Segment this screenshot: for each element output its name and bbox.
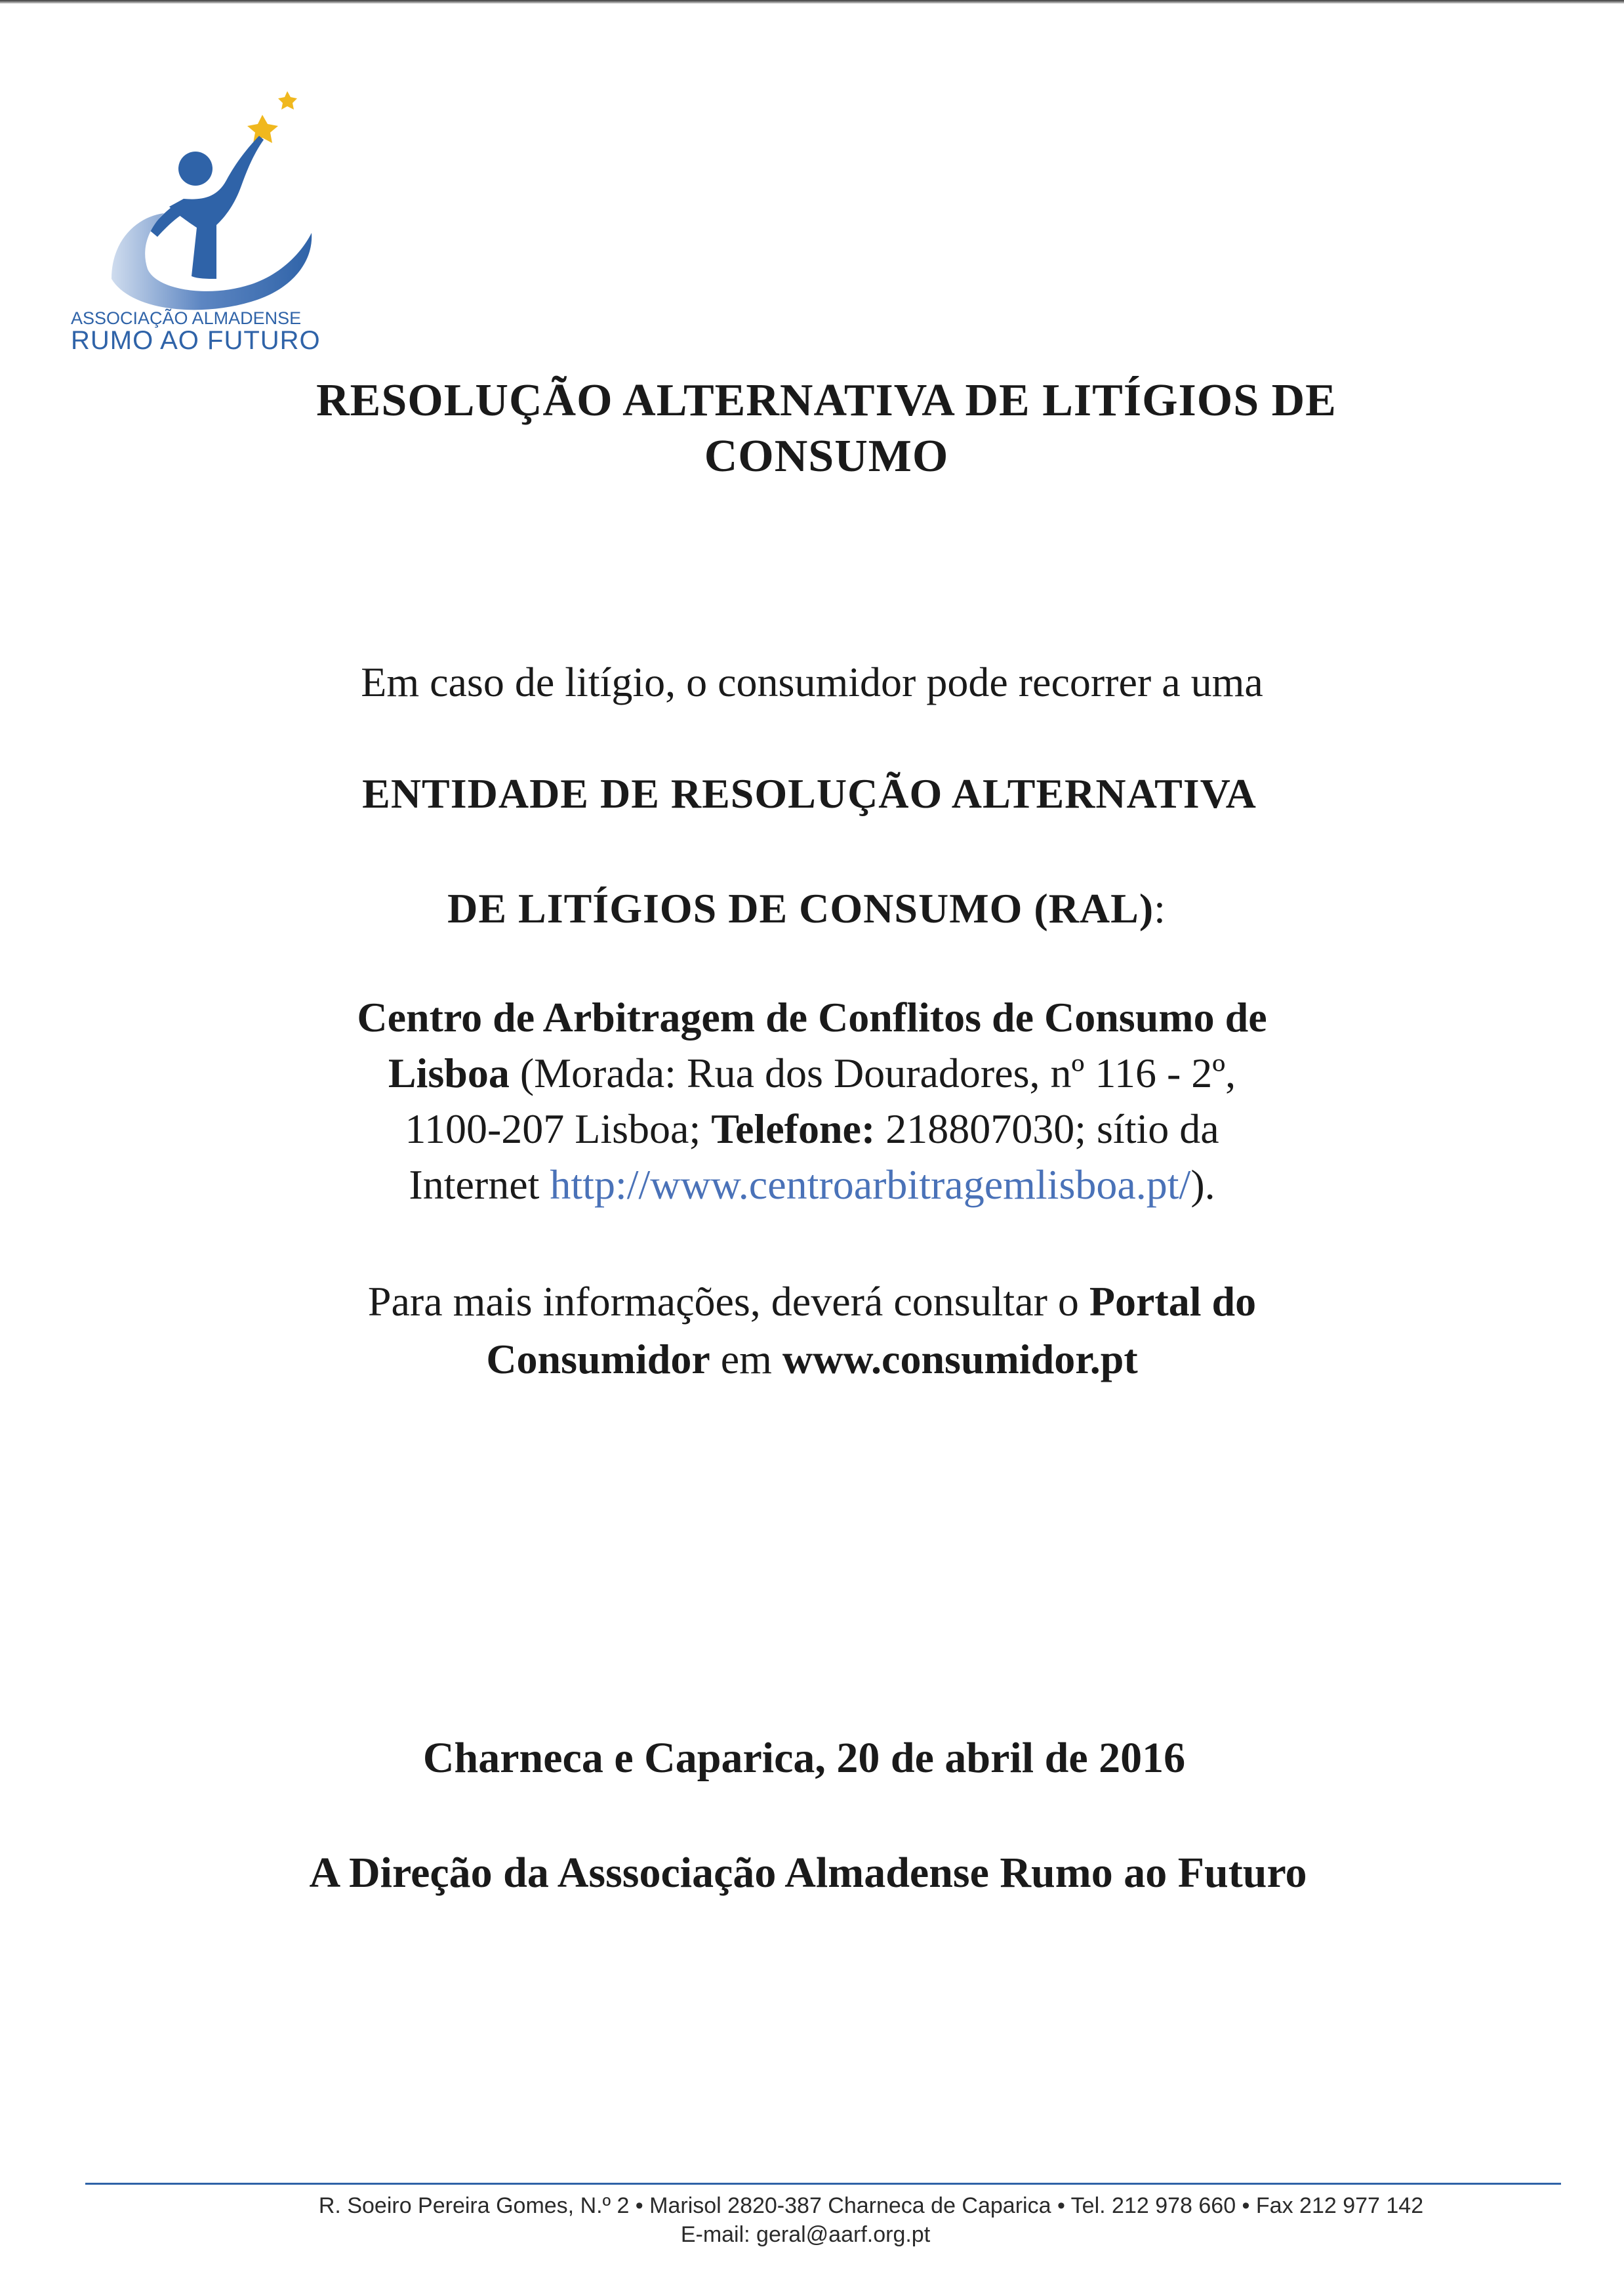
document-title-line-2: CONSUMO [704,431,949,482]
centre-line-2 [0,1045,1624,1101]
centre-phone-label: Telefone: [711,1105,876,1152]
centre-line-4 [0,1157,1624,1212]
entity-heading-line-2-text: DE LITÍGIOS DE CONSUMO (RAL) [447,885,1154,932]
signature-line: A Direção da Asssociação Almadense Rumo ao Futuro [309,1849,1307,1897]
centre-website-link[interactable]: http://www.centroarbitragemlisboa.pt/ [550,1161,1191,1208]
consumer-portal-link[interactable]: www.consumidor.pt [782,1336,1138,1382]
more-info-text: Para mais informações, deverá consultar o [367,1278,1089,1325]
entity-heading-colon: : [1154,885,1166,932]
document-title-line-1: RESOLUÇÃO ALTERNATIVA DE LITÍGIOS DE [316,375,1337,426]
centre-url-close: ). [1190,1161,1215,1208]
centre-address-postcode: 1100-207 Lisboa; [405,1105,712,1152]
intro-text: Em caso de litígio, o consumidor pode recorrer a uma [361,659,1263,705]
entity-heading-line-2 [0,879,1619,938]
footer-divider [85,2183,1561,2185]
centre-address: (Morada: Rua dos Douradores, nº 116 - 2º, [509,1050,1236,1096]
scan-edge [0,0,1624,4]
centre-name-line-1: Centro de Arbitragem de Conflitos de Consumo de [357,994,1267,1041]
portal-name-line-2: Consumidor [486,1336,710,1382]
logo-figure-icon [85,82,348,318]
arbitration-centre-paragraph [0,989,1624,1212]
centre-internet-label: Internet [409,1161,550,1208]
logo-text-rumo-ao-futuro: RUMO AO FUTURO [71,326,321,355]
footer [0,2191,1624,2249]
centre-line-1 [0,989,1624,1045]
centre-phone: 218807030; sítio da [875,1105,1219,1152]
portal-name-line-1: Portal do [1089,1278,1257,1325]
logo-text-association: ASSOCIAÇÃO ALMADENSE [71,308,302,328]
footer-address: R. Soeiro Pereira Gomes, N.º 2 • Marisol 2820-387 Charneca de Caparica • Tel. 212 978 660 • Fax 212 977 142 [318,2193,1424,2218]
association-logo [66,82,348,358]
place-and-date: Charneca e Caparica, 20 de abril de 2016 [422,1734,1186,1782]
more-info-paragraph [0,1273,1624,1388]
centre-line-3 [0,1101,1624,1157]
entity-heading-line-1: ENTIDADE DE RESOLUÇÃO ALTERNATIVA [362,770,1257,817]
more-info-line-1 [0,1273,1624,1331]
centre-name-line-2: Lisboa [388,1050,510,1096]
more-info-in: em [710,1336,782,1382]
footer-email[interactable]: E-mail: geral@aarf.org.pt [680,2222,931,2247]
more-info-line-2 [0,1331,1624,1388]
